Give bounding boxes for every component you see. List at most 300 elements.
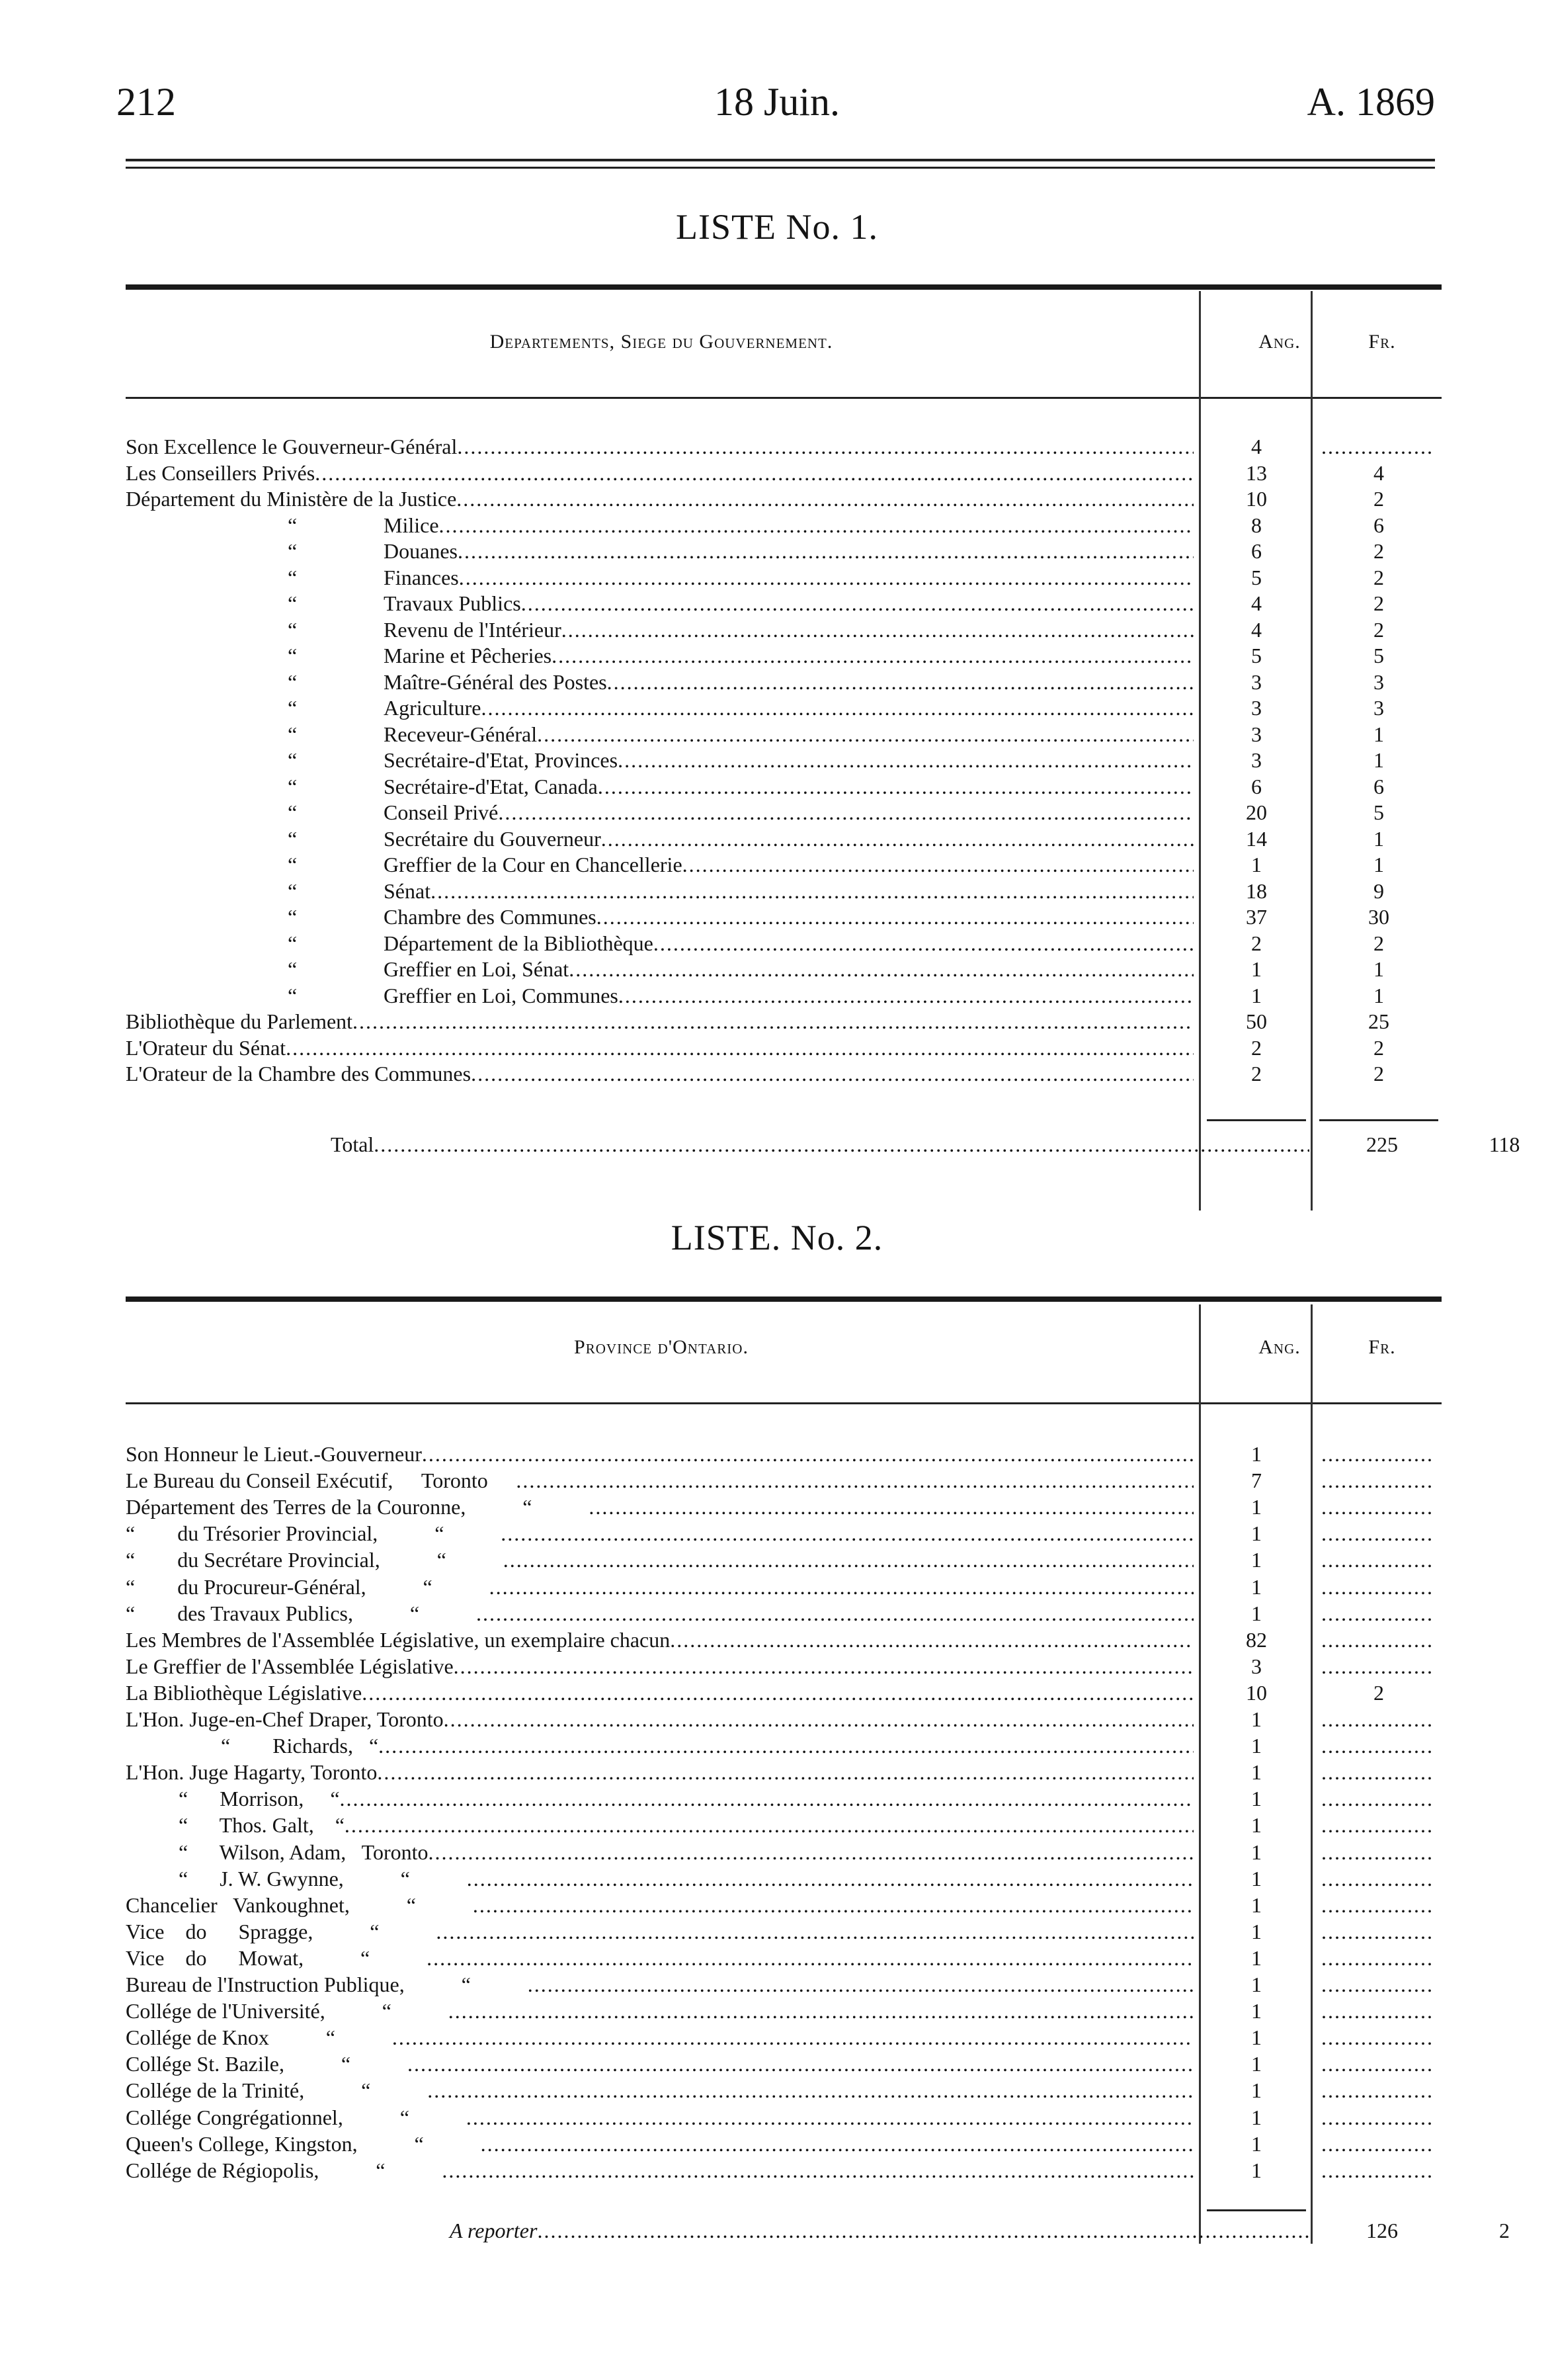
ang-count: 1 [1251, 1813, 1262, 1838]
leader-dots [439, 512, 1194, 538]
list1-row [126, 773, 1442, 800]
leader-dots [537, 721, 1194, 747]
list2-row [126, 2104, 1442, 2131]
leader-dots [618, 747, 1194, 773]
leader-dots [457, 433, 1194, 460]
fr-count: 6 [1373, 513, 1384, 537]
fr-count: 2 [1373, 617, 1384, 642]
leader-dots [459, 564, 1194, 591]
list2-total-ang: 126 [1366, 2219, 1398, 2242]
ang-count: 1 [1251, 1601, 1262, 1625]
list2-row [126, 1467, 1442, 1494]
leader-dots [378, 1732, 1194, 1759]
list2-row [126, 1627, 1442, 1653]
fr-empty-dots [1321, 1627, 1435, 1653]
ang-count: 50 [1246, 1009, 1267, 1033]
leader-dots [498, 799, 1194, 826]
ang-count: 1 [1251, 1707, 1262, 1731]
fr-empty-dots [1321, 2104, 1435, 2131]
ditto-mark: “ [288, 669, 298, 694]
fr-empty-dots [1321, 1467, 1435, 1494]
list2-row [126, 1759, 1442, 1785]
ang-count: 1 [1251, 983, 1262, 1007]
row-city: “ [341, 2052, 351, 2076]
fr-count: 1 [1373, 748, 1384, 772]
row-label: Bibliothèque du Parlement [126, 1009, 353, 1033]
row-label: Secrétaire du Gouverneur [384, 826, 601, 851]
fr-count: 2 [1373, 1035, 1384, 1060]
row-label: Sénat [384, 878, 431, 903]
ang-count: 1 [1251, 2052, 1262, 2076]
leader-dots [561, 616, 1194, 643]
list1-total-row [126, 1131, 1520, 1158]
ang-count: 1 [1251, 2025, 1262, 2050]
list2-row [126, 1971, 1442, 1998]
row-city: “ [400, 1866, 410, 1891]
ang-count: 1 [1251, 1919, 1262, 1943]
fr-count: 6 [1373, 774, 1384, 798]
list1-row [126, 564, 1442, 591]
header-rule [126, 159, 1435, 169]
row-label: Travaux Publics [384, 591, 521, 615]
row-city: “ [461, 1973, 471, 1996]
fr-empty-dots [1321, 1600, 1435, 1627]
leader-dots [521, 590, 1194, 616]
fr-count: 3 [1373, 669, 1384, 694]
row-label: Collége St. Bazile, [126, 2052, 284, 2076]
leader-dots [315, 460, 1194, 486]
leader-dots [467, 1865, 1194, 1892]
row-label: “ Wilson, Adam, Toronto [126, 1840, 429, 1864]
row-label: L'Hon. Juge-en-Chef Draper, Toronto [126, 1707, 444, 1731]
ang-count: 1 [1251, 2105, 1262, 2129]
list1-row [126, 486, 1442, 512]
list2-row [126, 1441, 1442, 1467]
row-label: Greffier en Loi, Sénat [384, 957, 569, 981]
list1-row [126, 930, 1442, 956]
row-label: Département des Terres de la Couronne, [126, 1495, 466, 1519]
list1-top-rule [126, 284, 1442, 290]
fr-count: 9 [1373, 878, 1384, 903]
ang-count: 3 [1251, 669, 1262, 694]
row-label: Greffier en Loi, Communes [384, 983, 618, 1007]
ditto-mark: “ [288, 853, 298, 876]
list1-row [126, 956, 1442, 982]
list1-row [126, 695, 1442, 721]
fr-empty-dots [1321, 1971, 1435, 1998]
row-label: Collége de la Trinité, [126, 2078, 305, 2103]
ang-count: 6 [1251, 774, 1262, 798]
leader-dots [427, 1945, 1194, 1971]
fr-empty-dots [1321, 1732, 1435, 1759]
list2-top-rule [126, 1296, 1442, 1302]
list1-row [126, 826, 1442, 852]
fr-count: 2 [1373, 539, 1384, 563]
leader-dots [429, 1839, 1194, 1865]
leader-dots [352, 1008, 1194, 1035]
row-label: “ Richards, “ [126, 1734, 379, 1758]
list2-col-fr: Fr. [1368, 1336, 1396, 1358]
fr-count: 2 [1373, 931, 1384, 955]
row-label: Les Conseillers Privés [126, 460, 315, 485]
leader-dots [516, 1467, 1194, 1494]
fr-empty-dots [1321, 1945, 1435, 1971]
row-label: Vice do Spragge, [126, 1919, 313, 1943]
leader-dots [596, 904, 1194, 930]
ang-count: 1 [1251, 2158, 1262, 2182]
row-label: Greffier de la Cour en Chancellerie [384, 853, 682, 876]
fr-count: 2 [1373, 1680, 1384, 1705]
ang-count: 5 [1251, 565, 1262, 589]
row-label: Département du Ministère de la Justice [126, 487, 457, 511]
leader-dots [569, 956, 1194, 982]
fr-empty-dots [1321, 1759, 1435, 1785]
row-city: Toronto [421, 1468, 488, 1493]
fr-empty-dots [1321, 1574, 1435, 1600]
ang-count: 1 [1251, 2131, 1262, 2156]
ang-count: 1 [1251, 1495, 1262, 1519]
ditto-mark: “ [288, 878, 298, 903]
fr-empty-dots [1321, 1812, 1435, 1838]
fr-empty-dots [1321, 1547, 1435, 1573]
row-city: “ [406, 1892, 416, 1917]
row-label: “ Thos. Galt, “ [126, 1813, 345, 1838]
row-city: “ [434, 1521, 444, 1546]
ang-count: 1 [1251, 1866, 1262, 1891]
ang-count: 1 [1251, 957, 1262, 981]
list2-row [126, 2051, 1442, 2077]
fr-empty-dots [1321, 2077, 1435, 2104]
list2-row [126, 1679, 1442, 1706]
ditto-mark: “ [288, 931, 298, 955]
fr-empty-dots [1321, 433, 1435, 460]
row-city: “ [360, 1945, 370, 1970]
leader-dots [607, 669, 1194, 695]
ang-count: 1 [1251, 1840, 1262, 1864]
leader-dots [345, 1812, 1194, 1838]
fr-empty-dots [1321, 1998, 1435, 2024]
row-label: Chancelier Vankoughnet, [126, 1892, 350, 1917]
ang-count: 2 [1251, 1062, 1262, 1085]
fr-count: 1 [1373, 826, 1384, 851]
row-label: Marine et Pêcheries [384, 644, 552, 667]
leader-dots [598, 773, 1194, 800]
ang-count: 4 [1251, 617, 1262, 642]
list2-row [126, 1865, 1442, 1892]
row-label: Revenu de l'Intérieur [384, 617, 561, 642]
row-city: “ [522, 1495, 532, 1519]
ang-count: 1 [1251, 1945, 1262, 1970]
leader-dots [601, 826, 1194, 852]
row-label: Collége de l'Université, [126, 1999, 325, 2023]
row-label: “ des Travaux Publics, [126, 1601, 353, 1625]
leader-dots [670, 1627, 1194, 1653]
leader-dots [503, 1547, 1194, 1573]
list1-row [126, 616, 1442, 643]
list1-row [126, 642, 1442, 669]
list2-row [126, 1600, 1442, 1627]
list1-header-rule [126, 397, 1442, 399]
ang-count: 10 [1246, 1680, 1267, 1705]
row-city: “ [423, 1574, 432, 1599]
leader-dots [458, 538, 1194, 564]
fr-count: 1 [1373, 722, 1384, 746]
row-label: L'Hon. Juge Hagarty, Toronto [126, 1760, 378, 1785]
row-label: “ du Trésorier Provincial, [126, 1521, 378, 1546]
page-date: 18 Juin. [714, 80, 840, 124]
row-label: Bureau de l'Instruction Publique, [126, 1973, 405, 1996]
row-label: Douanes [384, 539, 458, 563]
ang-count: 1 [1251, 1521, 1262, 1546]
ang-count: 13 [1246, 460, 1267, 485]
row-label: “ J. W. Gwynne, [126, 1866, 344, 1891]
leader-dots [473, 1892, 1194, 1918]
row-label: “ Morrison, “ [126, 1787, 340, 1811]
list1-col-label: Departements, Siege du Gouvernement. [489, 331, 833, 353]
leader-dots [481, 695, 1194, 721]
leader-dots [552, 642, 1194, 669]
list2-total-rule [1207, 2209, 1306, 2211]
ang-count: 37 [1246, 905, 1267, 929]
page-number: 212 [116, 80, 176, 124]
ang-count: 1 [1251, 1734, 1262, 1758]
list1-title: LISTE No. 1. [676, 207, 878, 247]
row-label: Receveur-Général [384, 722, 538, 746]
list1-row [126, 433, 1442, 460]
row-label: Collége de Régiopolis, [126, 2158, 319, 2182]
ang-count: 1 [1251, 1999, 1262, 2023]
list1-row [126, 1008, 1442, 1035]
list1-col-fr: Fr. [1368, 331, 1396, 353]
list1-row [126, 1060, 1442, 1087]
ang-count: 10 [1246, 487, 1267, 511]
list2-row [126, 1574, 1442, 1600]
fr-empty-dots [1321, 1494, 1435, 1520]
ang-count: 8 [1251, 513, 1262, 537]
fr-empty-dots [1321, 1839, 1435, 1865]
fr-count: 30 [1368, 905, 1389, 929]
list1-total-ang: 225 [1366, 1132, 1398, 1156]
fr-count: 1 [1373, 853, 1384, 876]
leader-dots [682, 851, 1194, 878]
ang-count: 1 [1251, 1442, 1262, 1466]
row-label: “ du Procureur-Général, [126, 1574, 366, 1599]
leader-dots [481, 2131, 1194, 2157]
row-label: Son Excellence le Gouverneur-Général [126, 435, 458, 458]
row-label: La Bibliothèque Législative [126, 1680, 362, 1705]
ang-count: 14 [1246, 826, 1267, 851]
list2-col-label: Province d'Ontario. [574, 1336, 749, 1358]
fr-empty-dots [1321, 2131, 1435, 2157]
list1-row [126, 460, 1442, 486]
row-label: Queen's College, Kingston, [126, 2131, 358, 2156]
row-label: Secrétaire-d'Etat, Provinces [384, 748, 618, 772]
page-year: A. 1869 [1307, 80, 1435, 124]
list2-row [126, 2131, 1442, 2157]
row-label: Vice do Mowat, [126, 1945, 304, 1970]
leader-dots [430, 878, 1194, 904]
leader-dots [407, 2051, 1194, 2077]
leader-dots [466, 2104, 1194, 2131]
leader-dots [471, 1060, 1194, 1087]
ang-count: 20 [1246, 800, 1267, 824]
leader-dots [444, 1706, 1194, 1732]
row-city: “ [409, 1601, 420, 1625]
fr-count: 1 [1373, 983, 1384, 1007]
leader-dots [454, 1653, 1194, 1679]
leader-dots [442, 2157, 1194, 2184]
list1-row [126, 799, 1442, 826]
fr-count: 5 [1373, 800, 1384, 824]
ditto-mark: “ [288, 617, 298, 642]
ang-count: 1 [1251, 1574, 1262, 1599]
list2-total-label: A reporter [450, 2219, 538, 2242]
list1-row [126, 982, 1442, 1009]
row-city: “ [361, 2078, 371, 2103]
list2-total-fr: 2 [1499, 2219, 1510, 2242]
leader-dots [286, 1035, 1194, 1061]
list1-row [126, 669, 1442, 695]
list1-row [126, 851, 1442, 878]
ang-count: 18 [1246, 878, 1267, 903]
ang-count: 1 [1251, 1548, 1262, 1572]
row-label: Milice [384, 513, 439, 537]
fr-empty-dots [1321, 2157, 1435, 2184]
list1-row [126, 538, 1442, 564]
fr-count: 2 [1373, 1062, 1384, 1085]
leader-dots [422, 1441, 1194, 1467]
row-label: Collége Congrégationnel, [126, 2105, 343, 2129]
list2-row [126, 1839, 1442, 1865]
fr-count: 2 [1373, 565, 1384, 589]
ang-count: 6 [1251, 539, 1262, 563]
leader-dots [340, 1785, 1194, 1812]
leader-dots [528, 1971, 1194, 1998]
ang-count: 5 [1251, 644, 1262, 667]
ang-count: 3 [1251, 722, 1262, 746]
list1-total-fr: 118 [1489, 1132, 1520, 1156]
fr-count: 1 [1373, 957, 1384, 981]
list1-row [126, 904, 1442, 930]
ang-count: 1 [1251, 853, 1262, 876]
fr-empty-dots [1321, 1653, 1435, 1679]
list2-header-rule [126, 1402, 1442, 1404]
list2-row [126, 1653, 1442, 1679]
ang-count: 1 [1251, 1760, 1262, 1785]
ang-count: 4 [1251, 591, 1262, 615]
ditto-mark: “ [288, 983, 298, 1007]
list2-row [126, 1547, 1442, 1573]
list2-row [126, 2077, 1442, 2104]
leader-dots [436, 1918, 1194, 1945]
list1-row [126, 512, 1442, 538]
ditto-mark: “ [288, 800, 298, 824]
ang-count: 3 [1251, 696, 1262, 720]
leader-dots [501, 1520, 1194, 1547]
fr-empty-dots [1321, 1865, 1435, 1892]
fr-count: 3 [1373, 696, 1384, 720]
row-city: “ [382, 1999, 391, 2023]
row-city: “ [436, 1548, 446, 1572]
ditto-mark: “ [288, 722, 298, 746]
row-label: Secrétaire-d'Etat, Canada [384, 774, 598, 798]
list2-title: LISTE. No. 2. [671, 1218, 883, 1257]
list2-col-ang: Ang. [1258, 1336, 1301, 1358]
list2-row [126, 1732, 1442, 1759]
row-label: L'Orateur du Sénat [126, 1035, 286, 1060]
ang-count: 1 [1251, 1787, 1262, 1811]
fr-empty-dots [1321, 1892, 1435, 1918]
list1-row [126, 878, 1442, 904]
ang-count: 3 [1251, 748, 1262, 772]
leader-dots [589, 1494, 1194, 1520]
fr-empty-dots [1321, 2024, 1435, 2051]
ditto-mark: “ [288, 591, 298, 615]
list1-row [126, 1035, 1442, 1061]
fr-count: 2 [1373, 591, 1384, 615]
ditto-mark: “ [288, 774, 298, 798]
ditto-mark: “ [288, 826, 298, 851]
leader-dots [362, 1679, 1194, 1706]
row-label: L'Orateur de la Chambre des Communes [126, 1062, 471, 1085]
ang-count: 2 [1251, 931, 1262, 955]
list1-row [126, 590, 1442, 616]
ditto-mark: “ [288, 748, 298, 772]
list2-row [126, 2024, 1442, 2051]
list2-row [126, 1945, 1442, 1971]
ditto-mark: “ [288, 565, 298, 589]
fr-count: 2 [1373, 487, 1384, 511]
leader-dots [653, 930, 1194, 956]
leader-dots [476, 1600, 1194, 1627]
list2-row [126, 2157, 1442, 2184]
row-label: Conseil Privé [384, 800, 499, 824]
row-label: Les Membres de l'Assemblée Législative, un exemplaire chacun [126, 1627, 671, 1652]
ang-count: 82 [1246, 1627, 1267, 1652]
fr-empty-dots [1321, 2051, 1435, 2077]
fr-count: 4 [1373, 460, 1384, 485]
ditto-mark: “ [288, 696, 298, 720]
list2-row [126, 1918, 1442, 1945]
row-label: Son Honneur le Lieut.-Gouverneur [126, 1442, 422, 1466]
row-city: “ [370, 1919, 380, 1943]
fr-empty-dots [1321, 1520, 1435, 1547]
leader-dots [456, 486, 1194, 512]
row-city: “ [399, 2105, 409, 2129]
leader-dots [448, 1998, 1194, 2024]
ditto-mark: “ [288, 539, 298, 563]
ang-count: 2 [1251, 1035, 1262, 1060]
ang-count: 1 [1251, 1892, 1262, 1917]
row-label: Chambre des Communes [384, 905, 596, 929]
list1-total-label: Total [331, 1132, 374, 1156]
fr-count: 5 [1373, 644, 1384, 667]
ditto-mark: “ [288, 905, 298, 929]
ang-count: 1 [1251, 1973, 1262, 1996]
ditto-mark: “ [288, 957, 298, 981]
list1-total-rule [1207, 1119, 1306, 1121]
ditto-mark: “ [288, 644, 298, 667]
list2-row [126, 1706, 1442, 1732]
list2-row [126, 1998, 1442, 2024]
list1-col-ang: Ang. [1258, 331, 1301, 353]
row-label: Le Greffier de l'Assemblée Législative [126, 1654, 454, 1678]
ang-count: 3 [1251, 1654, 1262, 1678]
row-label: Agriculture [384, 696, 481, 720]
fr-empty-dots [1321, 1441, 1435, 1467]
list2-row [126, 1812, 1442, 1838]
row-label: Maître-Général des Postes [384, 669, 607, 694]
